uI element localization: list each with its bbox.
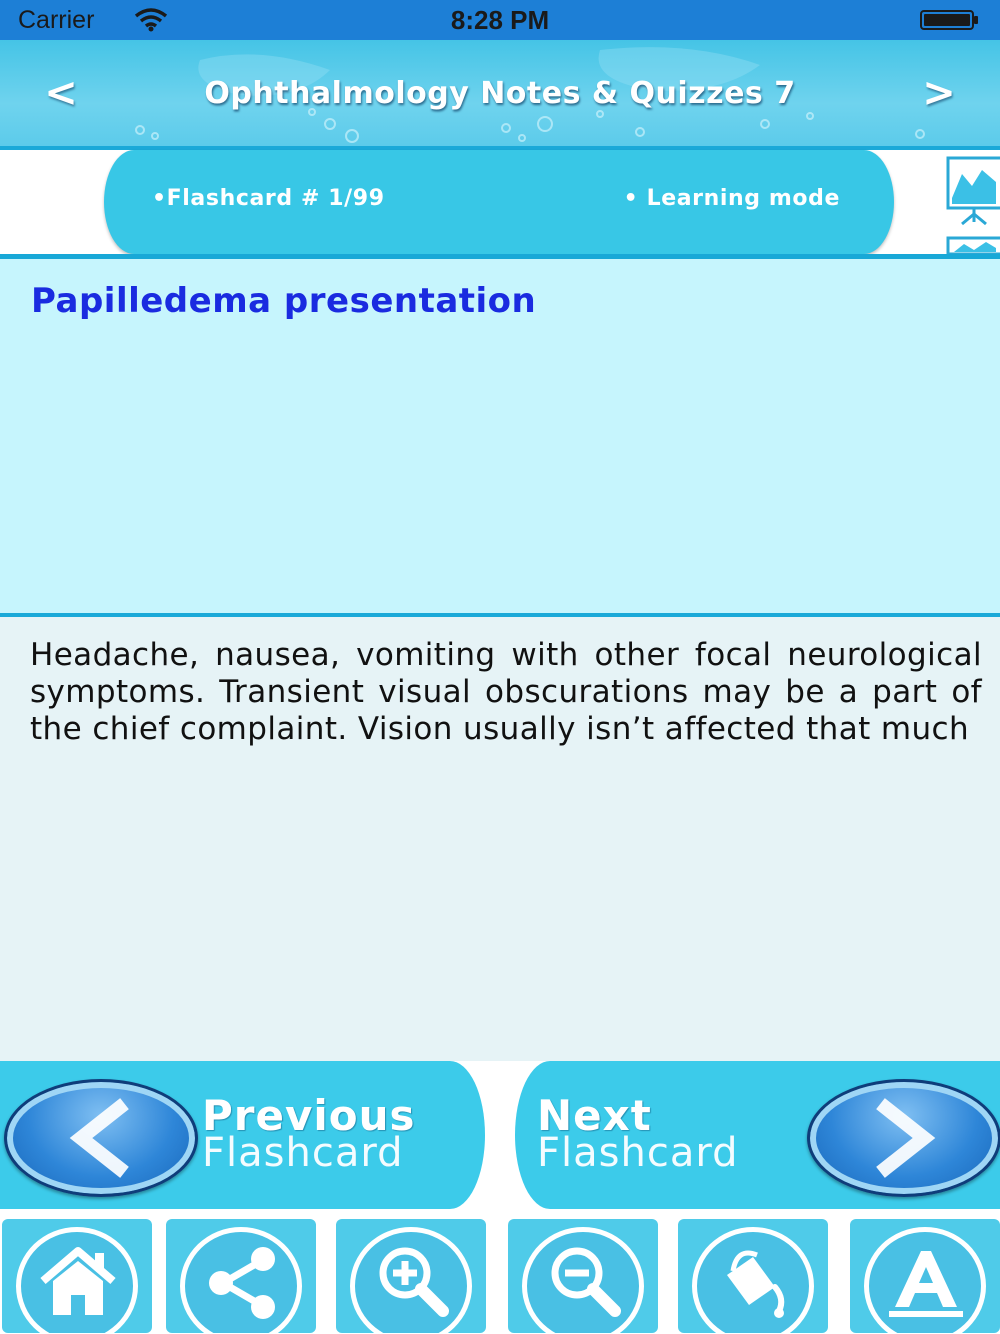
previous-label-line2: Flashcard bbox=[202, 1130, 404, 1176]
previous-flashcard-label bbox=[202, 1091, 416, 1176]
flashcard-question: Papilledema presentation bbox=[31, 281, 537, 321]
flashcard-info-pill bbox=[104, 150, 894, 254]
bottom-toolbar bbox=[0, 1217, 1000, 1334]
info-strip bbox=[0, 150, 1000, 254]
zoom-in-button[interactable] bbox=[336, 1219, 486, 1333]
flashcard-counter: •Flashcard # 1/99 bbox=[152, 186, 385, 211]
status-time: 8:28 PM bbox=[450, 5, 550, 35]
battery-icon bbox=[920, 10, 980, 30]
zoom-in-icon bbox=[371, 1241, 453, 1323]
paint-bucket-icon bbox=[713, 1241, 795, 1323]
status-bar bbox=[0, 0, 1000, 40]
next-arrow-button[interactable] bbox=[807, 1079, 1000, 1197]
zoom-out-button[interactable] bbox=[508, 1219, 658, 1333]
chart-thumbnail-icon[interactable] bbox=[944, 152, 1000, 254]
home-button[interactable] bbox=[2, 1219, 152, 1333]
page-title: Ophthalmology Notes & Quizzes 7 bbox=[204, 76, 796, 111]
forward-button[interactable]: > bbox=[922, 70, 956, 116]
font-button[interactable] bbox=[850, 1219, 1000, 1333]
navigation-bar bbox=[0, 40, 1000, 146]
toolbar-divider bbox=[0, 1209, 1000, 1217]
next-flashcard-label bbox=[537, 1091, 739, 1176]
back-button[interactable]: < bbox=[44, 70, 78, 116]
question-panel[interactable] bbox=[0, 259, 1000, 613]
next-label-line1: Next bbox=[537, 1091, 652, 1140]
home-icon bbox=[37, 1241, 119, 1323]
zoom-out-icon bbox=[543, 1241, 625, 1323]
carrier-label: Carrier bbox=[18, 6, 95, 34]
previous-flashcard-button[interactable] bbox=[0, 1061, 485, 1209]
mode-label: • Learning mode bbox=[623, 186, 840, 211]
flashcard-pager bbox=[0, 1061, 1000, 1209]
share-icon bbox=[201, 1241, 283, 1323]
chevron-left-icon bbox=[61, 1098, 141, 1178]
theme-button[interactable] bbox=[678, 1219, 828, 1333]
share-button[interactable] bbox=[166, 1219, 316, 1333]
answer-panel[interactable] bbox=[0, 617, 1000, 1061]
previous-label-line1: Previous bbox=[202, 1091, 416, 1140]
next-flashcard-button[interactable] bbox=[515, 1061, 1000, 1209]
flashcard-answer: Headache, nausea, vomiting with other focal neurological symptoms. Transient visual obscurations may be a part of the chief complaint. Vision usually isn’t affected that much bbox=[30, 637, 982, 747]
previous-arrow-button[interactable] bbox=[4, 1079, 198, 1197]
next-label-line2: Flashcard bbox=[537, 1130, 739, 1176]
chevron-right-icon bbox=[864, 1098, 944, 1178]
font-icon bbox=[885, 1241, 967, 1323]
